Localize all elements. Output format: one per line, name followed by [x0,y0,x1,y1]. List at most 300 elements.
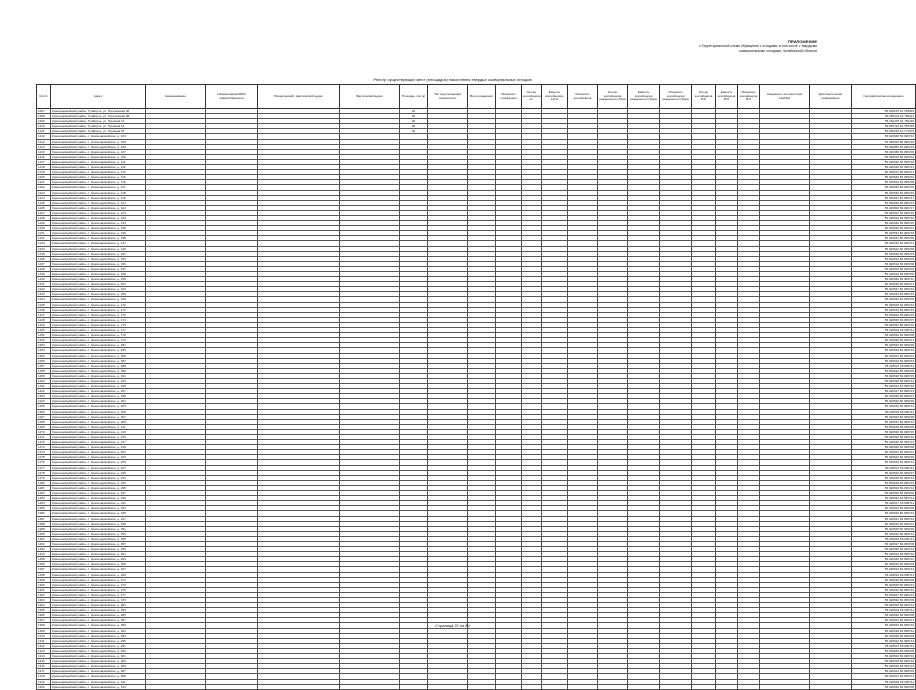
table-cell [522,684,542,689]
row-number: 1257 [37,363,51,368]
row-number: 1247 [37,312,51,317]
column-header: Дополнительная информация [810,85,852,109]
coordinates-cell: 55.026519 56.095712 [852,521,916,526]
row-number: 1291 [37,536,51,541]
coordinates-cell: 55.026518 56.095712 [852,628,916,633]
address-cell: Красноармейский район, с. Красноармейское, д. 161 [51,282,146,287]
address-cell: Красноармейский район, с. Красноармейское, д. 201 [51,399,146,404]
coordinates-cell: 55.026524 56.095709 [852,455,916,460]
coordinates-cell: 55.026522 56.095710 [852,587,916,592]
address-cell: Красноармейский район, с. Красноармейское, д. 221 [51,450,146,455]
address-cell: Красноармейский район, с. Красноармейское, д. 293 [51,633,146,638]
coordinates-cell: 55.026531 56.095712 [852,419,916,424]
column-header: Материал ограждения [496,85,522,109]
coordinates-cell: 55.026518 56.095721 [852,165,916,170]
address-cell: Красноармейский район, с. Красноармейское, д. 217 [51,440,146,445]
address-cell: Красноармейский район, с. Красноармейское, д. 225 [51,460,146,465]
table-cell [628,684,660,689]
coordinates-cell: 55.026525 56.095709 [852,633,916,638]
address-cell: Красноармейский район, с. Красноармейское, д. 245 [51,511,146,516]
row-number: 1294 [37,552,51,557]
row-number: 1215 [37,149,51,154]
address-cell: Красноармейский район, с. Красноармейское, д. 105 [51,139,146,144]
address-cell: Красноармейский район, с. Красноармейское, д. 169 [51,297,146,302]
coordinates-cell: 55.026530 56.095712 [852,378,916,383]
row-number: 1293 [37,547,51,552]
coordinates-cell: 55.026534 56.095709 [852,256,916,261]
address-cell: Красноармейский район, с. Красноармейское, д. 163 [51,287,146,292]
coordinates-cell: 55.026525 56.095713 [852,582,916,587]
address-cell: Красноармейский район, с. Красноармейское, д. 185 [51,353,146,358]
address-cell: Красноармейский район, с. Красноармейское, д. 147 [51,241,146,246]
address-cell: Красноармейский район, с. Красноармейское, д. 149 [51,246,146,251]
coordinates-cell: 55.251497 61.763118 [852,119,916,124]
coordinates-cell: 55.026518 56.095712 [852,302,916,307]
coordinates-cell: 55.026572 56.095713 [852,170,916,175]
address-cell: Красноармейский район, с. Красноармейское, д. 178 [51,333,146,338]
row-number: 1289 [37,526,51,531]
row-number: 1236 [37,256,51,261]
coordinates-cell: 55.026516 56.095713 [852,440,916,445]
row-number: 1295 [37,557,51,562]
row-number: 1216 [37,154,51,159]
row-number: 1259 [37,373,51,378]
column-header: Географические координаты [852,85,916,109]
coordinates-cell: 55.026519 56.095711 [852,608,916,613]
row-number: 1226 [37,205,51,210]
row-number: 1223 [37,190,51,195]
address-cell: Красноармейский район, с. Красноармейское, д. 285 [51,613,146,618]
row-number: 1292 [37,541,51,546]
row-number: 1297 [37,567,51,572]
coordinates-cell: 55.026535 56.095713 [852,282,916,287]
address-cell: Красноармейский район, с. Красноармейское, д. 289 [51,623,146,628]
coordinates-cell: 55.026560 56.095719 [852,144,916,149]
address-cell: Красноармейский район, с. Красноармейское, д. 151 [51,251,146,256]
coordinates-cell: 55.026520 56.095708 [852,648,916,653]
address-cell: Красноармейский район, с. Красноармейское, д. 156 [51,261,146,266]
coordinates-cell: 55.026523 56.095716 [852,215,916,220]
row-number: 1310 [37,633,51,638]
row-number: 1222 [37,185,51,190]
coordinates-cell: 55.026518 56.095711 [852,679,916,684]
annex-line-2: коммунальными отходами, Челябинской области [739,48,817,53]
coordinates-cell: 55.026526 56.095713 [852,511,916,516]
row-number: 1286 [37,511,51,516]
column-header: № п/п [37,85,51,109]
column-header: Фактический адрес [340,85,400,109]
row-number: 1277 [37,465,51,470]
coordinates-cell: 55.026523 56.095713 [852,654,916,659]
coordinates-cell: 55.026525 56.095715 [852,429,916,434]
coordinates-cell: 55.026519 56.095709 [852,562,916,567]
address-cell: Красноармейский район, с. Красноармейское, д. 111 [51,159,146,164]
coordinates-cell: 55.026524 56.095714 [852,674,916,679]
address-cell: Красноармейский район, с. Красноармейское, д. 175 [51,322,146,327]
address-cell: Красноармейский район, с. Красноармейское, д. 253 [51,531,146,536]
row-number: 1279 [37,475,51,480]
row-number: 1258 [37,368,51,373]
coordinates-cell: 55.026524 56.095716 [852,348,916,353]
coordinates-cell: 55.026526 56.095712 [852,557,916,562]
address-cell: Красноармейский район, с. Красноармейское, д. 307 [51,669,146,674]
row-number: 1290 [37,531,51,536]
coordinates-cell: 55.026519 56.095714 [852,460,916,465]
coordinates-cell: 55.026527 56.095711 [852,643,916,648]
address-cell: Красноармейский район, с. Красноармейское, д. 171 [51,307,146,312]
coordinates-cell: 55.026458 56.095709 [852,149,916,154]
row-number: 1212 [37,134,51,139]
coordinates-cell: 55.026529 56.095709 [852,491,916,496]
table-cell [542,684,568,689]
area-cell: 20 [400,114,428,119]
coordinates-cell: 55.026522 56.095709 [852,368,916,373]
row-number: 1272 [37,440,51,445]
coordinates-cell: 55.026526 56.095712 [852,277,916,282]
row-number: 1320 [37,684,51,689]
coordinates-cell: 55.250723 61.765792 [852,124,916,129]
coordinates-cell: 55.026540 56.095712 [852,226,916,231]
address-cell: Красноармейский район, с. Красноармейское, д. 207 [51,414,146,419]
row-number: 1273 [37,445,51,450]
coordinates-cell: 55.026524 56.095708 [852,506,916,511]
coordinates-cell: 55.250275 61.758403 [852,109,916,114]
address-cell: Красноармейский район, с. Красноармейское, д. 195 [51,384,146,389]
address-cell: Красноармейский район, с. Красноармейское, д. 199 [51,394,146,399]
row-number: 1249 [37,322,51,327]
address-cell: Красноармейский район, с. Красноармейское, д. 103 [51,134,146,139]
address-cell: Красноармейский район, с. Красноармейское, д. 170 [51,302,146,307]
coordinates-cell: 55.026528 56.095708 [852,445,916,450]
annex-block [577,40,817,53]
address-cell: Красноармейский район, с. Красноармейское, д. 183 [51,348,146,353]
column-header: Наименование [146,85,206,109]
coordinates-cell: 55.026525 56.095708 [852,684,916,689]
address-cell: Красноармейский район, с. Красноармейское, д. 305 [51,664,146,669]
coordinates-cell: 55.026523 56.095712 [852,485,916,490]
coordinates-cell: 55.026533 56.095708 [852,333,916,338]
address-cell: Красноармейский район, с. Красноармейское, д. 193 [51,378,146,383]
coordinates-cell: 55.026523 56.095716 [852,322,916,327]
row-number: 1300 [37,582,51,587]
address-cell: Красноармейский район, с. Красноармейское, д. 301 [51,654,146,659]
row-number: 1224 [37,195,51,200]
row-number: 1238 [37,266,51,271]
coordinates-cell: 55.250341 61.758411 [852,114,916,119]
coordinates-cell: 55.026523 56.095714 [852,292,916,297]
address-cell: Красноармейский район, с. Красноармейское, д. 112 [51,165,146,170]
annex-line-1: к Территориальной схеме обращения с отходами, в том числе с твердыми [699,44,817,49]
registry-table [36,84,916,690]
row-number: 1235 [37,251,51,256]
coordinates-cell: 55.026518 56.095715 [852,373,916,378]
address-cell: Красноармейский район, с. Красноармейское, д. 295 [51,638,146,643]
coordinates-cell: 55.026521 56.095706 [852,236,916,241]
row-number: 1214 [37,144,51,149]
coordinates-cell: 55.026530 56.095719 [852,190,916,195]
row-number: 1282 [37,491,51,496]
coordinates-cell: 55.250318 61.771076 [852,129,916,134]
row-number: 1209 [37,119,51,124]
address-cell: Красноармейский район, с. Красноармейское, д. 172 [51,312,146,317]
row-number: 1308 [37,623,51,628]
row-number: 1301 [37,587,51,592]
address-cell: Красноармейский район, с. Красноармейское, д. 243 [51,506,146,511]
row-number: 1283 [37,496,51,501]
address-cell: Красноармейский район, Тугайкуль, ул. Пугачевская 96 [51,109,146,114]
address-cell: Красноармейский район, с. Красноармейское, д. 155 [51,256,146,261]
table-body [37,109,916,690]
address-cell: Красноармейский район, с. Красноармейское, д. 165 [51,292,146,297]
address-cell: Красноармейский район, с. Красноармейское, д. 309 [51,674,146,679]
row-number: 1267 [37,414,51,419]
address-cell: Красноармейский район, с. Красноармейское, д. 138 [51,236,146,241]
table-cell [692,684,716,689]
address-cell: Красноармейский район, с. Красноармейское, д. 241 [51,501,146,506]
coordinates-cell: 55.026515 56.095709 [852,343,916,348]
column-header: Наименование/ФИО правообладателя [206,85,258,109]
address-cell: Красноармейский район, с. Красноармейское, д. 269 [51,572,146,577]
address-cell: Красноармейский район, с. Красноармейское, д. 233 [51,480,146,485]
address-cell: Красноармейский район, с. Красноармейское, д. 187 [51,358,146,363]
coordinates-cell: 55.026521 56.095712 [852,450,916,455]
row-number: 1276 [37,460,51,465]
column-header: Адрес [51,85,146,109]
row-number: 1217 [37,159,51,164]
coordinates-cell: 55.026541 56.095717 [852,195,916,200]
row-number: 1228 [37,215,51,220]
coordinates-cell: 55.026527 56.095712 [852,592,916,597]
row-number: 1248 [37,317,51,322]
address-cell: Красноармейский район, с. Красноармейское, д. 157 [51,266,146,271]
address-cell: Красноармейский район, с. Красноармейское, д. 239 [51,496,146,501]
address-cell: Красноармейский район, с. Красноармейское, д. 297 [51,643,146,648]
address-cell: Красноармейский район, с. Красноармейское, д. 255 [51,536,146,541]
coordinates-cell: 55.026519 56.095708 [852,261,916,266]
address-cell: Красноармейский район, с. Красноармейское, д. 237 [51,491,146,496]
address-cell: Красноармейский район, с. Красноармейское, д. 313 [51,684,146,689]
coordinates-cell: 55.026523 56.095720 [852,139,916,144]
column-header: Емкость контейнеров раздельного сбора [628,85,660,109]
row-number: 1278 [37,470,51,475]
coordinates-cell: 55.026521 56.095709 [852,669,916,674]
row-number: 1211 [37,129,51,134]
row-number: 1246 [37,307,51,312]
row-number: 1218 [37,165,51,170]
coordinates-cell: 55.026518 56.095709 [852,424,916,429]
coordinates-cell: 55.026532 56.095713 [852,200,916,205]
row-number: 1296 [37,562,51,567]
address-cell: Красноармейский район, с. Красноармейское, д. 281 [51,603,146,608]
row-number: 1210 [37,124,51,129]
table-cell [760,684,810,689]
table-cell [568,684,598,689]
table-header-row [37,85,916,109]
row-number: 1230 [37,226,51,231]
coordinates-cell: 55.026520 56.095709 [852,399,916,404]
table-cell [598,684,628,689]
row-number: 1303 [37,598,51,603]
coordinates-cell: 55.026521 56.095712 [852,353,916,358]
row-number: 1315 [37,659,51,664]
coordinates-cell: 55.026520 56.095707 [852,470,916,475]
coordinates-cell: 55.026519 56.095710 [852,659,916,664]
row-number: 1316 [37,664,51,669]
table-cell [428,684,468,689]
column-header: Площадь, (кв. м) [400,85,428,109]
coordinates-cell: 55.026519 56.095704 [852,358,916,363]
address-cell: Красноармейский район, с. Красноармейское, д. 223 [51,455,146,460]
address-cell: Красноармейский район, с. Красноармейское, д. 303 [51,659,146,664]
coordinates-cell: 55.026522 56.095714 [852,531,916,536]
row-number: 1298 [37,572,51,577]
coordinates-cell: 55.026521 56.095710 [852,516,916,521]
row-number: 1244 [37,297,51,302]
coordinates-cell: 55.026523 56.095714 [852,603,916,608]
row-number: 1302 [37,592,51,597]
coordinates-cell: 55.026520 56.095720 [852,159,916,164]
coordinates-cell: 55.026549 56.095702 [852,175,916,180]
address-cell: Красноармейский район, с. Красноармейское, д. 109 [51,154,146,159]
address-cell: Красноармейский район, с. Красноармейское, д. 265 [51,562,146,567]
row-number: 1229 [37,221,51,226]
coordinates-cell: 55.026523 56.095710 [852,552,916,557]
address-cell: Красноармейский район, с. Красноармейское, д. 299 [51,648,146,653]
coordinates-cell: 55.026527 56.095708 [852,541,916,546]
address-cell: Красноармейский район, с. Красноармейское, д. 158 [51,272,146,277]
address-cell: Красноармейский район, с. Красноармейское, д. 209 [51,419,146,424]
address-cell: Красноармейский район, Тугайкуль, ул. Пугачевская 98 [51,114,146,119]
address-cell: Красноармейский район, с. Красноармейское, д. 177 [51,328,146,333]
column-header: Кол-во контейнеров КГО [692,85,716,109]
coordinates-cell: 55.026521 56.095713 [852,618,916,623]
row-number: 1268 [37,419,51,424]
address-cell: Красноармейский район, с. Красноармейское, д. 133 [51,221,146,226]
row-number: 1234 [37,246,51,251]
coordinates-cell: 55.026522 56.095708 [852,246,916,251]
table-cell [340,684,400,689]
row-number: 1285 [37,506,51,511]
row-number: 1231 [37,231,51,236]
address-cell: Красноармейский район, с. Красноармейское, д. 251 [51,526,146,531]
coordinates-cell: 55.026520 56.095709 [852,297,916,302]
table-row [37,684,916,689]
coordinates-cell: 55.026529 56.095707 [852,394,916,399]
address-cell: Красноармейский район, с. Красноармейское, д. 136 [51,231,146,236]
coordinates-cell: 55.026521 56.095711 [852,572,916,577]
address-cell: Красноармейский район, с. Красноармейское, д. 259 [51,547,146,552]
area-cell: 20 [400,109,428,114]
row-number: 1262 [37,389,51,394]
row-number: 1299 [37,577,51,582]
row-number: 1253 [37,343,51,348]
address-cell: Красноармейский район, с. Красноармейское, д. 273 [51,582,146,587]
address-cell: Красноармейский район, с. Красноармейское, д. 119 [51,195,146,200]
address-cell: Красноармейский район, с. Красноармейское, д. 229 [51,470,146,475]
row-number: 1280 [37,480,51,485]
row-number: 1313 [37,648,51,653]
address-cell: Красноармейский район, с. Красноармейское, д. 107 [51,149,146,154]
address-cell: Красноармейский район, с. Красноармейское, д. 257 [51,541,146,546]
row-number: 1245 [37,302,51,307]
area-cell: 20 [400,119,428,124]
coordinates-cell: 55.026506 56.095717 [852,205,916,210]
row-number: 1207 [37,109,51,114]
row-number: 1287 [37,516,51,521]
address-cell: Красноармейский район, с. Красноармейское, д. 174 [51,317,146,322]
row-number: 1275 [37,455,51,460]
address-cell: Красноармейский район, с. Красноармейское, д. 247 [51,516,146,521]
row-number: 1242 [37,287,51,292]
address-cell: Красноармейский район, с. Красноармейское, д. 188 [51,363,146,368]
address-cell: Красноармейский район, с. Красноармейское, д. 291 [51,628,146,633]
row-number: 1263 [37,394,51,399]
coordinates-cell: 55.026518 56.095704 [852,251,916,256]
column-header: Материал контейнеров КГО [738,85,760,109]
coordinates-cell: 55.026548 56.095714 [852,134,916,139]
address-cell: Красноармейский район, Тугайкуль, ул. Пушкина 14 [51,124,146,129]
address-cell: Красноармейский район, с. Красноармейское, д. 113 [51,170,146,175]
column-header: Тип подстилающей поверхности [428,85,468,109]
row-number: 1227 [37,210,51,215]
address-cell: Красноармейский район, с. Красноармейское, д. 311 [51,679,146,684]
coordinates-cell: 55.026529 56.095715 [852,221,916,226]
row-number: 1311 [37,638,51,643]
coordinates-cell: 55.026524 56.095710 [852,384,916,389]
coordinates-cell: 55.026526 56.095708 [852,613,916,618]
address-cell: Красноармейский район, с. Красноармейское, д. 135 [51,226,146,231]
row-number: 1254 [37,348,51,353]
address-cell: Красноармейский район, с. Красноармейское, д. 263 [51,557,146,562]
address-cell: Красноармейский район, с. Красноармейское, д. 118 [51,190,146,195]
row-number: 1250 [37,328,51,333]
column-header: Вид ограждения [468,85,496,109]
coordinates-cell: 55.026521 56.095715 [852,210,916,215]
row-number: 1317 [37,669,51,674]
coordinates-cell: 55.026524 56.095709 [852,266,916,271]
column-header: Материал контейнеров раздельного сбора [660,85,692,109]
address-cell: Красноармейский район, с. Красноармейское, д. 117 [51,185,146,190]
address-cell: Красноармейский район, с. Красноармейское, д. 249 [51,521,146,526]
row-number: 1265 [37,404,51,409]
table-cell [660,684,692,689]
address-cell: Красноармейский район, с. Красноармейское, д. 205 [51,409,146,414]
page-footer: Страница 37 из 80 [435,623,470,628]
coordinates-cell: 55.026520 56.095709 [852,598,916,603]
coordinates-cell: 55.026526 56.095712 [852,664,916,669]
coordinates-cell: 55.026527 56.095711 [852,363,916,368]
address-cell: Красноармейский район, с. Красноармейское, д. 287 [51,618,146,623]
row-number: 1266 [37,409,51,414]
coordinates-cell: 55.026522 56.095710 [852,312,916,317]
coordinates-cell: 55.026516 56.095715 [852,307,916,312]
address-cell: Красноармейский район, с. Красноармейское, д. 122 [51,205,146,210]
row-number: 1312 [37,643,51,648]
address-cell: Красноармейский район, с. Красноармейское, д. 211 [51,424,146,429]
coordinates-cell: 55.026525 56.095715 [852,185,916,190]
coordinates-cell: 55.026522 56.095714 [852,638,916,643]
row-number: 1274 [37,450,51,455]
area-cell: 20 [400,129,428,134]
row-number: 1251 [37,333,51,338]
address-cell: Красноармейский район, с. Красноармейское, д. 116 [51,180,146,185]
row-number: 1237 [37,261,51,266]
row-number: 1213 [37,139,51,144]
coordinates-cell: 55.026514 56.095708 [852,180,916,185]
row-number: 1281 [37,485,51,490]
coordinates-cell: 55.026522 56.095710 [852,435,916,440]
row-number: 1264 [37,399,51,404]
